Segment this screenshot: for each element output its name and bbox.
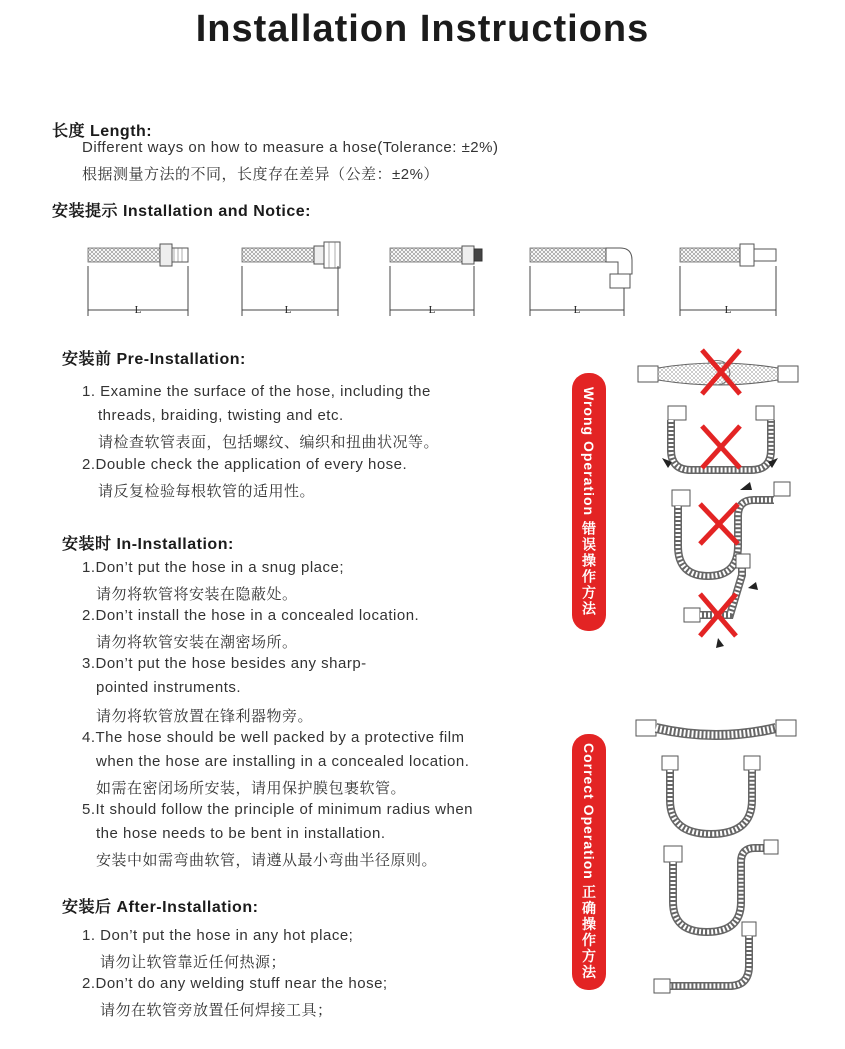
length-diagram-5 [680, 244, 776, 316]
after-installation-line: 请勿让软管靠近任何热源； [100, 954, 287, 971]
correct-operation-band [572, 734, 606, 990]
length-heading [52, 118, 152, 141]
pre-installation-line: threads, braiding, twisting and etc. [98, 407, 344, 424]
correct-bend-with-straight [664, 840, 778, 932]
correct-operation-label-cn: 正确操作方法 [581, 884, 597, 981]
wrong-x-mark [700, 504, 738, 544]
wrong-x-mark [702, 426, 740, 468]
in-installation-line: the hose needs to be bent in installation. [96, 825, 386, 842]
in-installation-heading-en: In-Installation: [116, 536, 234, 553]
in-installation-line: when the hose are installing in a concealed location. [96, 753, 470, 770]
in-installation-line: 请勿将软管放置在锋利器物旁。 [96, 708, 314, 725]
in-installation-heading-cn: 安装时 [62, 536, 112, 553]
correct-gentle-curve [636, 720, 796, 736]
pre-installation-line: 1. Examine the surface of the hose, including the [82, 383, 431, 400]
after-installation-line: 2.Don’t do any welding stuff near the hose; [82, 975, 388, 992]
in-installation-line: 请勿将软管安装在潮密场所。 [96, 634, 298, 651]
pre-installation-line: 请反复检验每根软管的适用性。 [98, 483, 316, 500]
correct-operation-illustrations [628, 712, 808, 1012]
wrong-operation-band [572, 373, 606, 631]
in-installation-line: 2.Don’t install the hose in a concealed location. [82, 607, 420, 624]
pre-installation-line: 2.Double check the application of every hose. [82, 456, 408, 473]
wrong-operation-label-cn: 错误操作方法 [581, 520, 597, 617]
length-diagram-3 [390, 246, 482, 316]
page-title: Installation Instructions [195, 8, 650, 50]
length-line-cn: 根据测量方法的不同，长度存在差异（公差：±2%） [82, 166, 439, 183]
in-installation-line: 4.The hose should be well packed by a protective film [82, 729, 465, 746]
in-installation-line: 1.Don’t put the hose in a snug place; [82, 559, 345, 576]
length-label-4: L [573, 304, 581, 316]
wrong-u-bend [662, 406, 778, 470]
pre-installation-line: 请检查软管表面，包括螺纹、编织和扭曲状况等。 [98, 434, 440, 451]
in-installation-heading [62, 531, 234, 554]
pre-installation-heading-en: Pre-Installation: [116, 351, 246, 368]
in-installation-line: 如需在密闭场所安装，请用保护膜包裹软管。 [96, 780, 407, 797]
in-installation-line: 3.Don’t put the hose besides any sharp- [82, 655, 367, 672]
after-installation-heading-en: After-Installation: [116, 899, 259, 916]
length-label-2: L [284, 304, 292, 316]
length-label-5: L [724, 304, 732, 316]
length-label-1: L [134, 304, 142, 316]
installation-notice-heading: 安装提示 Installation and Notice: [52, 203, 311, 220]
pre-installation-heading [62, 346, 246, 369]
length-diagram-1 [88, 244, 188, 316]
length-heading-en: Length: [89, 123, 153, 140]
length-heading-cn: 长度 [52, 123, 86, 140]
pre-installation-heading-cn: 安装前 [62, 351, 112, 368]
in-installation-line: 请勿将软管将安装在隐蔽处。 [96, 586, 298, 603]
in-installation-line: pointed instruments. [96, 679, 242, 696]
wrong-twisted-hose [638, 350, 798, 394]
correct-operation-label-en: Correct Operation [581, 743, 597, 880]
wrong-operation-label-en: Wrong Operation [581, 387, 597, 517]
wrong-bent-near-fitting [672, 482, 790, 576]
correct-wide-u-bend [662, 756, 760, 834]
after-installation-line: 1. Don’t put the hose in any hot place; [82, 927, 354, 944]
after-installation-heading [62, 894, 258, 917]
after-installation-heading-cn: 安装后 [62, 899, 112, 916]
in-installation-line: 安装中如需弯曲软管，请遵从最小弯曲半径原则。 [96, 852, 438, 869]
length-line-en: Different ways on how to measure a hose(Tolerance: ±2%) [82, 139, 499, 156]
wrong-sharp-kink [684, 554, 758, 648]
length-diagram-4 [530, 248, 632, 316]
in-installation-line: 5.It should follow the principle of minimum radius when [82, 801, 474, 818]
length-diagrams [80, 236, 790, 322]
length-label-3: L [428, 304, 436, 316]
after-installation-line: 请勿在软管旁放置任何焊接工具； [100, 1002, 333, 1019]
wrong-operation-illustrations [628, 340, 808, 670]
length-diagram-2 [242, 242, 340, 316]
